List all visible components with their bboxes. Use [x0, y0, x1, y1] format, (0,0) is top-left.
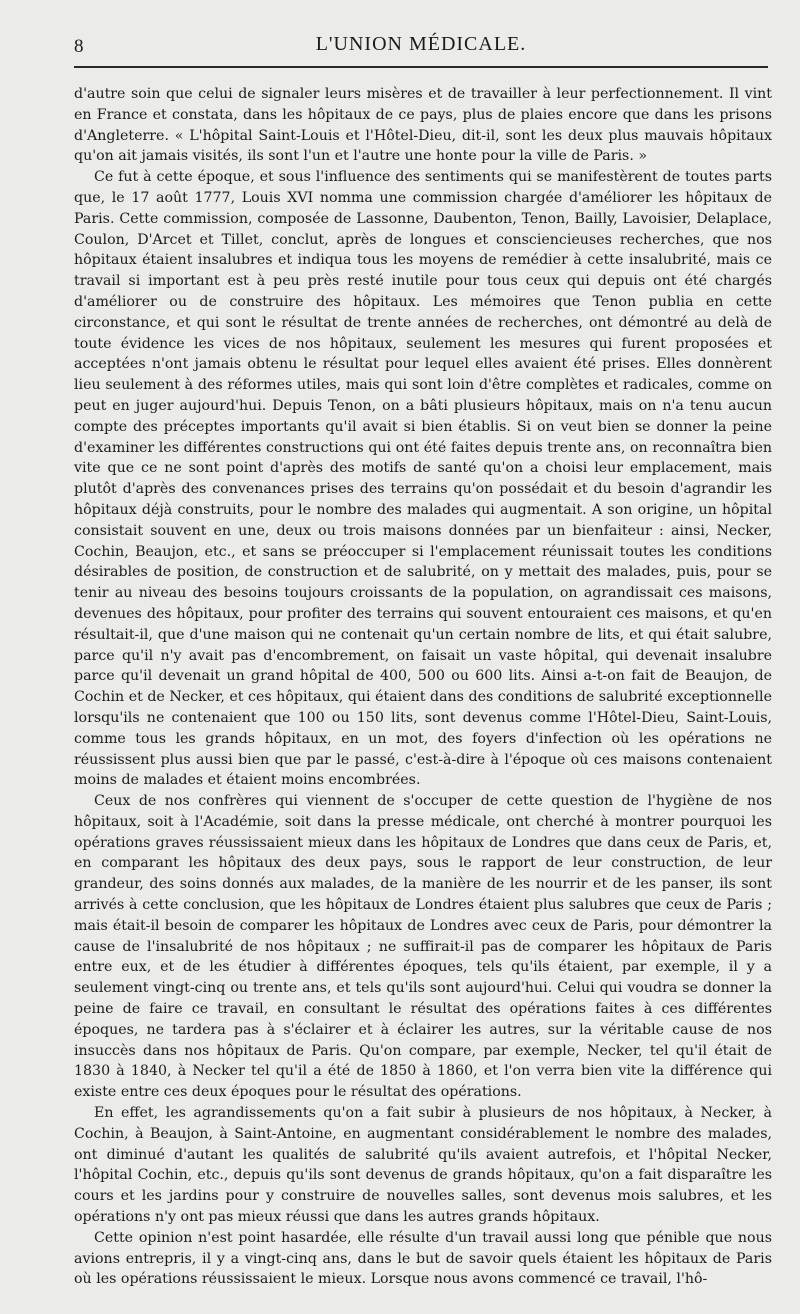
paragraph-1: d'autre soin que celui de signaler leurs misères et de travailler à leur perfectionnement. Il vint en France et constata, dans les hôpitaux de ce pays, plus de plaies encore que dans les prisons d'Angleterre. « L'hôpital Saint-Louis et l'Hôtel-Dieu, dit-il, sont les deux plus mauvais hôpitaux qu'on ait jamais visités, ils sont l'un et l'autre une honte pour la ville de Paris. »	[74, 86, 772, 165]
journal-title: L'UNION MÉDICALE.	[315, 33, 527, 55]
paragraph-5: Cette opinion n'est point hasardée, elle résulte d'un travail aussi long que pénible que nous avions entrepris, il y a vingt-cinq ans, dans le but de savoir quels étaient les hôpitaux de Paris où les opérations réussissaient le mieux. Lorsque nous avons commencé ce travail, l'hô-	[74, 1229, 772, 1288]
article-body	[74, 84, 772, 1290]
paragraph-3: Ceux de nos confrères qui viennent de s'occuper de cette question de l'hygiène de nos hôpitaux, soit à l'Académie, soit dans la presse médicale, ont cherché à montrer pourquoi les opérations graves réussissaient mieux dans les hôpitaux de Londres que dans ceux de Paris, et, en comparant les hôpitaux des deux pays, sous le rapport de leur construction, de leur grandeur, des soins donnés aux malades, de la manière de les nourrir et de les panser, ils sont arrivés à cette conclusion, que les hôpitaux de Londres étaient plus salubres que ceux de Paris ; mais était-il besoin de comparer les hôpitaux de Londres avec ceux de Paris, pour démontrer la cause de l'insalubrité de nos hôpitaux ; ne suffirait-il pas de comparer les hôpitaux de Paris entre eux, et de les étudier à différentes époques, tels qu'ils étaient, par exemple, il y a seulement vingt-cinq ou trente ans, et tels qu'ils sont aujourd'hui. Celui qui voudra se donner la peine de faire ce travail, en consultant le résultat des opérations faites à ces différentes époques, ne tardera pas à s'éclairer et à éclairer les autres, sur la véritable cause de nos insuccès dans nos hôpitaux de Paris. Qu'on compare, par exemple, Necker, tel qu'il était de 1830 à 1840, à Necker tel qu'il a été de 1850 à 1860, et l'on verra bien vite la différence qui existe entre ces deux époques pour le résultat des opérations.	[74, 793, 772, 1101]
paragraph-4: En effet, les agrandissements qu'on a fait subir à plusieurs de nos hôpitaux, à Necker, à Cochin, à Beaujon, à Saint-Antoine, en augmentant considérablement le nombre des malades, ont diminué d'autant les qualités de salubrité qu'ils avaient autrefois, et l'hôpital Necker, l'hôpital Cochin, etc., depuis qu'ils sont devenus de grands hôpitaux, qu'on a fait disparaître les cours et les jardins pour y construire de nouvelles salles, sont devenus mois salubres, et les opérations n'y ont pas mieux réussi que dans les autres grands hôpitaux.	[74, 1105, 772, 1226]
running-head	[74, 0, 768, 62]
page-number: 8	[74, 36, 84, 57]
paragraph-2: Ce fut à cette époque, et sous l'influence des sentiments qui se manifestèrent de toutes parts que, le 17 août 1777, Louis XVI nomma une commission chargée d'améliorer les hôpitaux de Paris. Cette commission, composée de Lassonne, Daubenton, Tenon, Bailly, Lavoisier, Delaplace, Coulon, D'Arcet et Tillet, conclut, après de longues et consciencieuses recherches, que nos hôpitaux étaient insalubres et indiqua tous les moyens de remédier à cette insalubrité, mais ce travail si important est à peu près resté inutile pour tous ceux qui depuis ont été chargés d'améliorer ou de construire des hôpitaux. Les mémoires que Tenon publia en cette circonstance, et qui sont le résultat de trente années de recherches, ont démontré au delà de toute évidence les vices de nos hôpitaux, seulement les mesures qui furent proposées et acceptées n'ont jamais obtenu le résultat pour lequel elles avaient été prises. Elles donnèrent lieu seulement à des réformes utiles, mais qui sont loin d'être complètes et radicales, comme on peut en juger aujourd'hui. Depuis Tenon, on a bâti plusieurs hôpitaux, mais on n'a tenu aucun compte des préceptes importants qu'il avait si bien établis. Si on veut bien se donner la peine d'examiner les différentes constructions qui ont été faites depuis trente ans, on reconnaîtra bien vite que ce ne sont point d'après des motifs de santé qu'on a choisi leur emplacement, mais plutôt d'après des convenances prises des terrains qu'on possédait et du besoin d'agrandir les hôpitaux déjà construits, pour le nombre des malades qui augmentait. A son origine, un hôpital consistait souvent en une, deux ou trois maisons données par un bienfaiteur : ainsi, Necker, Cochin, Beaujon, etc., et sans se préoccuper si l'emplacement réunissait toutes les conditions désirables de position, de construction et de salubrité, on y mettait des malades, puis, pour se tenir au niveau des besoins toujours croissants de la population, on agrandissait ces maisons, devenues des hôpitaux, pour profiter des terrains qui souvent entouraient ces maisons, et qu'en résultait-il, que d'une maison qui ne contenait qu'un certain nombre de lits, et qui était salubre, parce qu'il n'y avait pas d'encombrement, on faisait un vaste hôpital, qui devenait insalubre parce qu'il devenait un grand hôpital de 400, 500 ou 600 lits. Ainsi a-t-on fait de Beaujon, de Cochin et de Necker, et ces hôpitaux, qui étaient dans des conditions de salubrité exceptionnelle lorsqu'ils ne contenaient que 100 ou 150 lits, sont devenus comme l'Hôtel-Dieu, Saint-Louis, comme tous les grands hôpitaux, en un mot, des foyers d'infection où les opérations ne réussissent plus aussi bien que par le passé, c'est-à-dire à l'époque où ces maisons contenaient moins de malades et étaient moins encombrées.	[74, 169, 772, 789]
header-rule	[74, 66, 768, 68]
